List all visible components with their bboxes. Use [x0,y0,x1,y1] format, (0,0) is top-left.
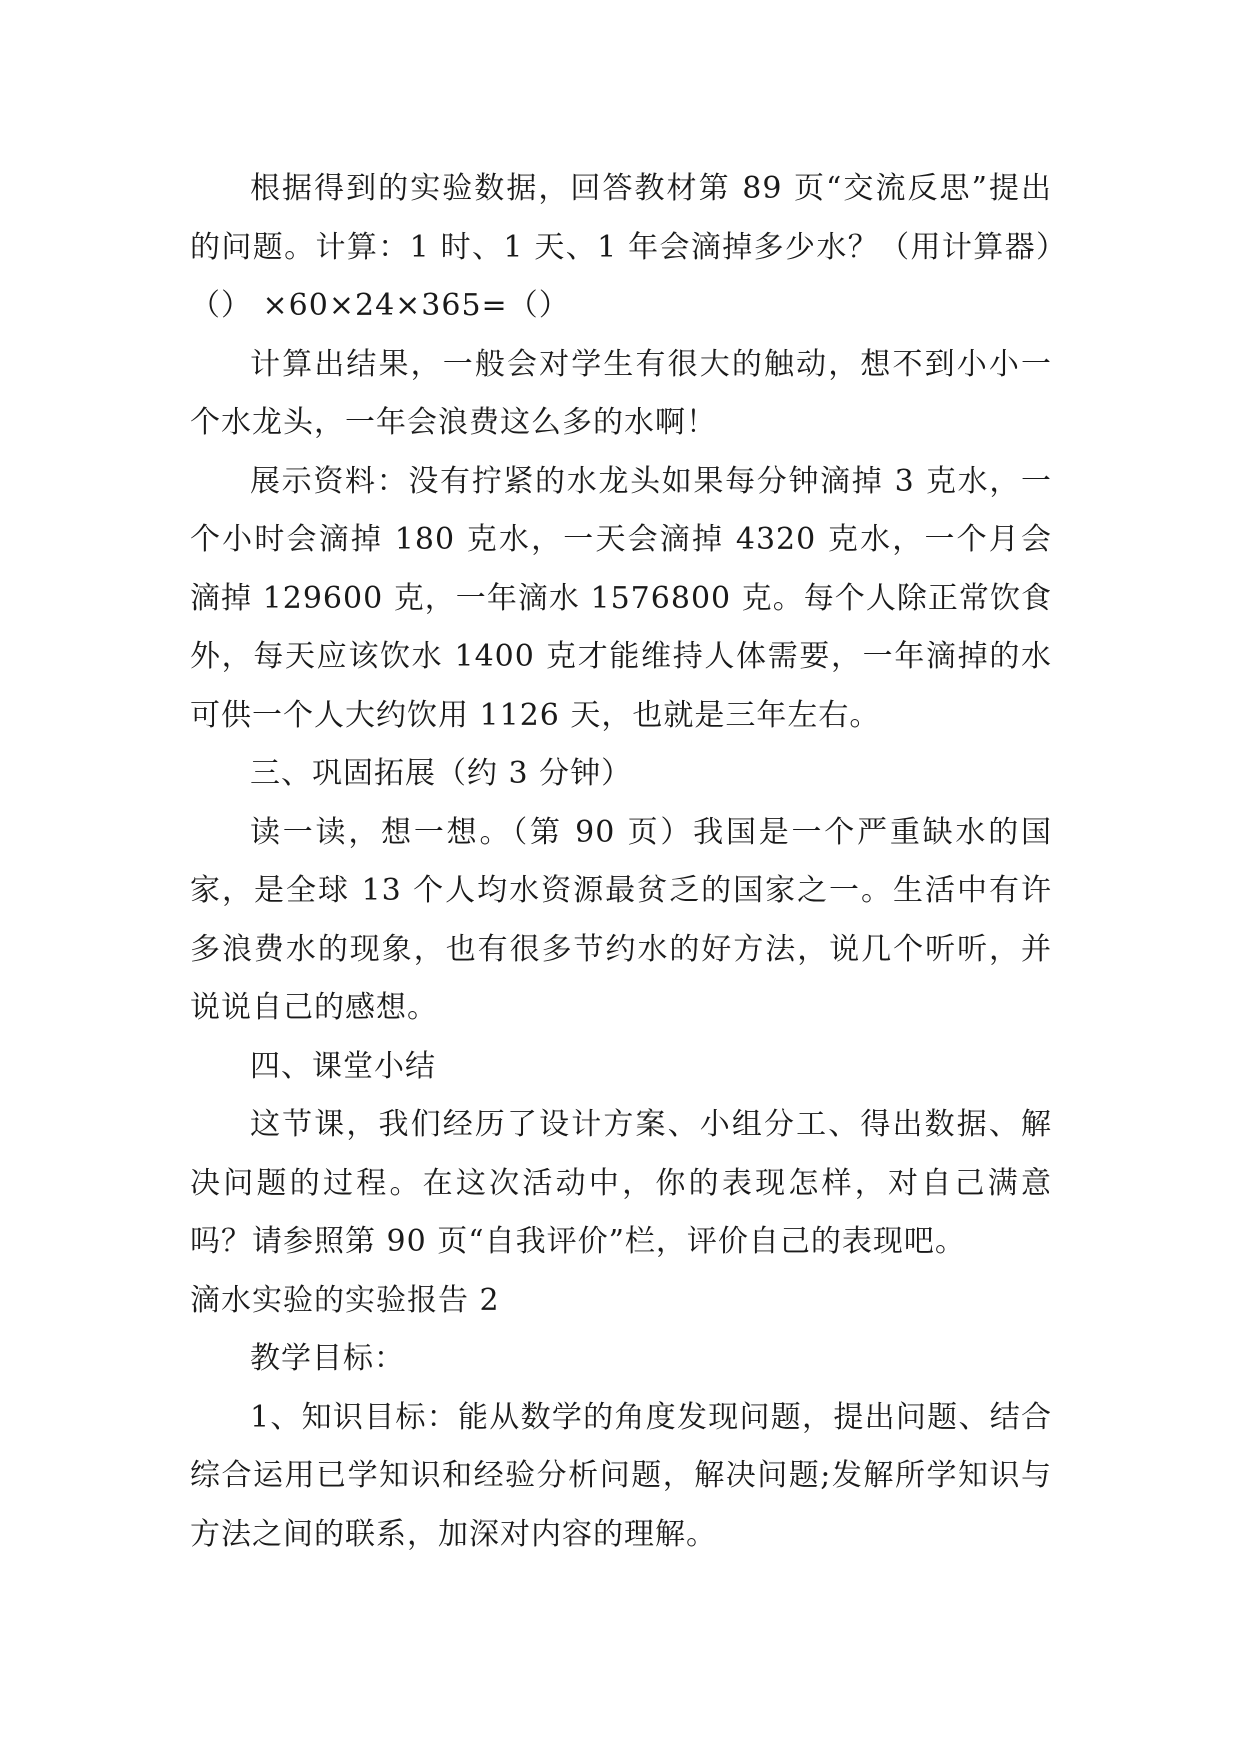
paragraph-read-think: 读一读，想一想。（第 90 页）我国是一个严重缺水的国家，是全球 13 个人均水资源最贫乏的国家之一。生活中有许多浪费水的现象，也有很多节约水的好方法，说几个听听，并说说自己的感想。 [190,814,1052,1025]
paragraph-result-impact: 计算出结果，一般会对学生有很大的触动，想不到小小一个水龙头，一年会浪费这么多的水啊！ [190,346,1052,440]
document-body [190,160,1052,1564]
paragraph-data-answer: 根据得到的实验数据，回答教材第 89 页“交流反思”提出的问题。计算：1 时、1 天、1 年会滴掉多少水？（用计算器）（） ×60×24×365=（） [190,171,1052,323]
paragraph-show-material: 展示资料：没有拧紧的水龙头如果每分钟滴掉 3 克水，一个小时会滴掉 180 克水，一天会滴掉 4320 克水，一个月会滴掉 129600 克，一年滴水 1576800 克。每个人除正常饮食外，每天应该饮水 1400 克才能维持人体需要，一年滴掉的水可供一个人大约饮用 1126 天，也就是三年左右。 [190,463,1052,733]
section-heading-summary: 四、课堂小结 [250,1048,436,1084]
section-heading-consolidate: 三、巩固拓展（约 3 分钟） [250,756,633,791]
paragraph-knowledge-goal: 1、知识目标：能从数学的角度发现问题，提出问题、结合综合运用已学知识和经验分析问题，解决问题;发解所学知识与方法之间的联系，加深对内容的理解。 [190,1399,1052,1552]
document-title: 滴水实验的实验报告 2 [190,1282,500,1318]
paragraph-summary: 这节课，我们经历了设计方案、小组分工、得出数据、解决问题的过程。在这次活动中，你的表现怎样，对自己满意吗？请参照第 90 页“自我评价”栏，评价自己的表现吧。 [190,1107,1052,1259]
section-heading-goals: 教学目标： [250,1341,405,1376]
